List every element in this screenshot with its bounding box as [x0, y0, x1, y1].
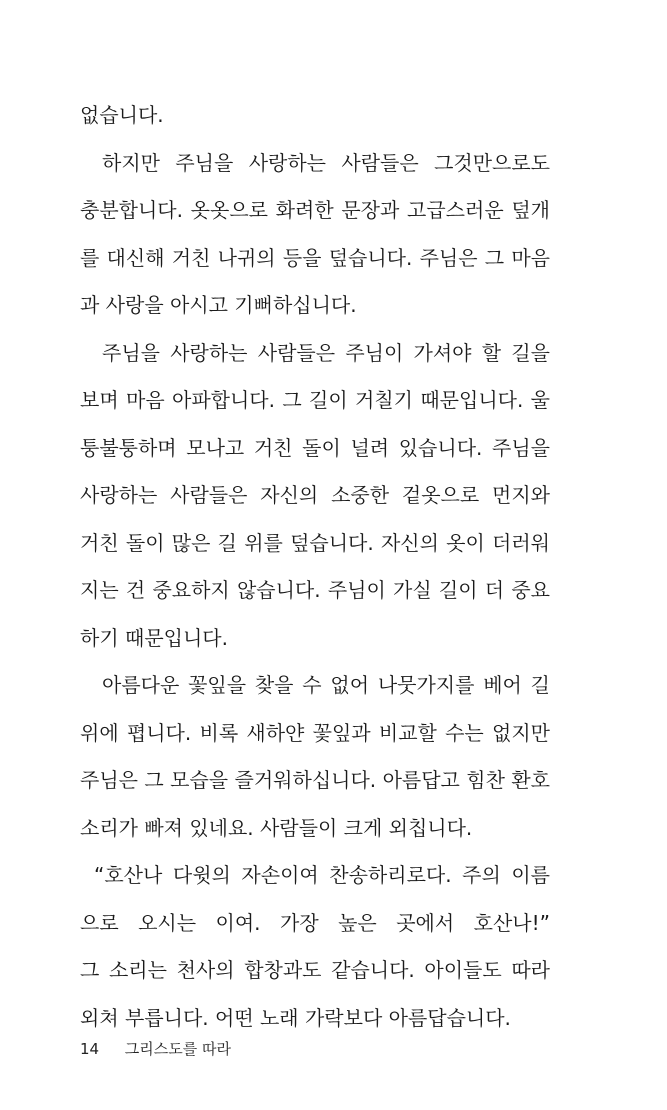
- text-line: 없습니다.: [80, 103, 164, 127]
- text-line: 과 사랑을 아시고 기뻐하십니다.: [80, 293, 357, 317]
- text-line: “호산나 다윗의 자손이여 찬송하리로다. 주의 이름: [94, 863, 550, 887]
- text-line: 그 소리는 천사의 합창과도 같습니다. 아이들도 따라: [80, 958, 550, 982]
- text-line: 위에 폅니다. 비록 새하얀 꽃잎과 비교할 수는 없지만: [80, 720, 550, 745]
- text-line: 충분합니다. 옷옷으로 화려한 문장과 고급스러운 덮개: [80, 198, 550, 222]
- text-line: 외쳐 부릅니다. 어떤 노래 가락보다 아름답습니다.: [80, 1005, 511, 1030]
- text-line: 으로 오시는 이여. 가장 높은 곳에서 호산나!”: [80, 910, 550, 935]
- text-line: 아름다운 꽃잎을 찾을 수 없어 나뭇가지를 베어 길: [102, 673, 550, 697]
- body-text: [80, 92, 550, 1042]
- text-line: 거친 돌이 많은 길 위를 덮습니다. 자신의 옷이 더러워: [80, 530, 550, 555]
- text-line: 퉁불퉁하며 모나고 거친 돌이 널려 있습니다. 주님을: [80, 435, 550, 460]
- text-line: 주님을 사랑하는 사람들은 주님이 가셔야 할 길을: [102, 340, 550, 365]
- text-line: 지는 건 중요하지 않습니다. 주님이 가실 길이 더 중요: [80, 578, 550, 602]
- text-line: 하지만 주님을 사랑하는 사람들은 그것만으로도: [102, 150, 550, 175]
- text-line: 사랑하는 사람들은 자신의 소중한 겉옷으로 먼지와: [80, 483, 550, 507]
- text-line: 를 대신해 거친 나귀의 등을 덮습니다. 주님은 그 마음: [80, 245, 550, 270]
- text-line: 소리가 빠져 있네요. 사람들이 크게 외칩니다.: [80, 815, 473, 840]
- text-line: 주님은 그 모습을 즐거워하십니다. 아름답고 힘찬 환호: [80, 768, 550, 792]
- text-line: 하기 때문입니다.: [80, 625, 228, 650]
- page-footer: [80, 1038, 231, 1059]
- page-number: 14: [80, 1040, 100, 1058]
- running-title: 그리스도를 따라: [124, 1040, 231, 1058]
- text-line: 보며 마음 아파합니다. 그 길이 거칠기 때문입니다. 울: [80, 388, 550, 412]
